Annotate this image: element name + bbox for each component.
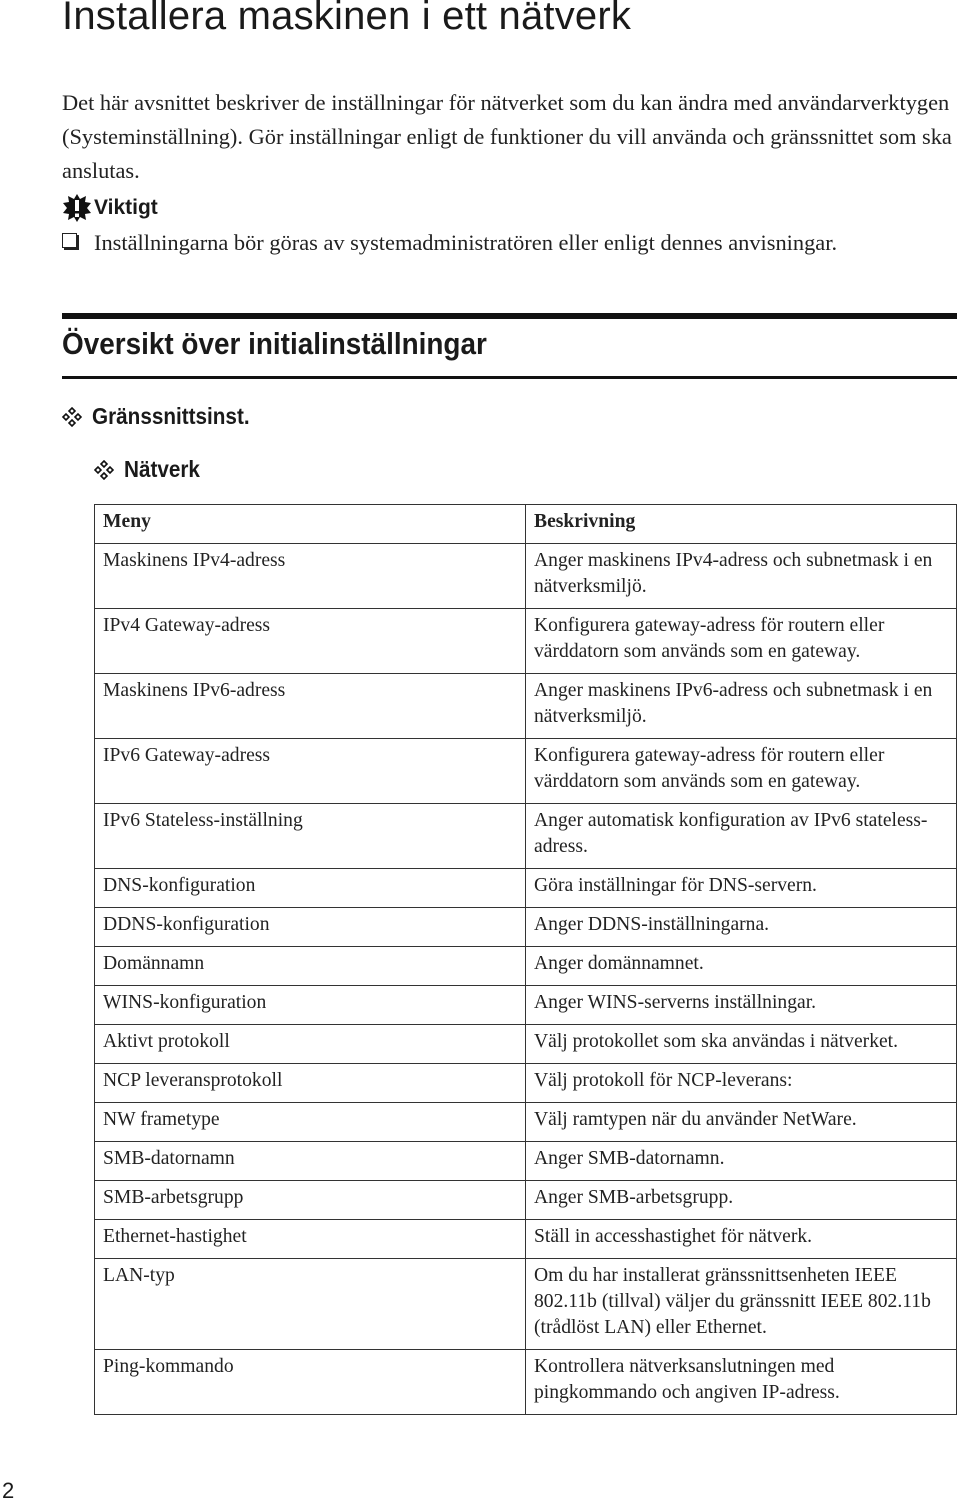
page-title: Installera maskinen i ett nätverk [62,0,632,38]
important-note-heading [62,193,158,223]
menu-cell: Domännamn [95,947,526,986]
table-row [95,1220,957,1259]
important-note-item [62,226,957,259]
description-cell: Välj ramtypen när du använder NetWare. [526,1103,957,1142]
intro-paragraph: Det här avsnittet beskriver de inställningar för nätverket som du kan ändra med användarverktygen (Systeminställning). Gör inställningar enligt de funktioner du vill använda och gränssnittet som ska anslutas. [62,90,952,183]
subheading-1-text: Gränssnittsinst. [92,403,250,429]
description-cell: Anger maskinens IPv4-adress och subnetmask i en nätverksmiljö. [526,544,957,609]
table-row [95,1025,957,1064]
table-row [95,1259,957,1350]
menu-cell: NW frametype [95,1103,526,1142]
section-title: Översikt över initialinställningar [62,326,487,361]
menu-cell: WINS-konfiguration [95,986,526,1025]
menu-cell: Ping-kommando [95,1350,526,1415]
table-header-row [95,505,957,544]
menu-cell: IPv6 Stateless-inställning [95,804,526,869]
description-cell: Anger domännamnet. [526,947,957,986]
menu-cell: IPv6 Gateway-adress [95,739,526,804]
description-cell: Anger SMB-arbetsgrupp. [526,1181,957,1220]
table-row [95,908,957,947]
menu-cell: NCP leveransprotokoll [95,1064,526,1103]
menu-cell: Maskinens IPv4-adress [95,544,526,609]
description-cell: Anger SMB-datornamn. [526,1142,957,1181]
table-row [95,1181,957,1220]
menu-cell: Ethernet-hastighet [95,1220,526,1259]
column-header-menu: Meny [95,505,526,544]
table-row [95,869,957,908]
table-row [95,739,957,804]
description-cell: Anger DDNS-inställningarna. [526,908,957,947]
description-cell: Göra inställningar för DNS-servern. [526,869,957,908]
description-cell: Välj protokoll för NCP-leverans: [526,1064,957,1103]
subheading-interface-settings [62,403,267,430]
description-cell: Konfigurera gateway-adress för routern eller värddatorn som används som en gateway. [526,609,957,674]
table-row [95,609,957,674]
table-row [95,1142,957,1181]
column-header-description: Beskrivning [526,505,957,544]
menu-cell: SMB-datornamn [95,1142,526,1181]
menu-cell: IPv4 Gateway-adress [95,609,526,674]
table-row [95,1103,957,1142]
description-cell: Anger WINS-serverns inställningar. [526,986,957,1025]
menu-cell: SMB-arbetsgrupp [95,1181,526,1220]
description-cell: Ställ in accesshastighet för nätverk. [526,1220,957,1259]
important-icon [62,193,92,223]
page-number: 2 [2,1478,15,1503]
network-settings-table [94,504,957,1415]
menu-cell: Aktivt protokoll [95,1025,526,1064]
diamond-bullet-icon [62,407,82,427]
description-cell: Kontrollera nätverksanslutningen med pingkommando och angiven IP-adress. [526,1350,957,1415]
menu-cell: Maskinens IPv6-adress [95,674,526,739]
menu-cell: DDNS-konfiguration [95,908,526,947]
description-cell: Välj protokollet som ska användas i nätverket. [526,1025,957,1064]
table-row [95,1350,957,1415]
menu-cell: DNS-konfiguration [95,869,526,908]
diamond-bullet-icon [94,460,114,480]
table-row [95,947,957,986]
table-row [95,544,957,609]
description-cell: Anger maskinens IPv6-adress och subnetmask i en nätverksmiljö. [526,674,957,739]
description-cell: Konfigurera gateway-adress för routern eller värddatorn som används som en gateway. [526,739,957,804]
table-row [95,1064,957,1103]
important-label-text: Viktigt [94,196,158,219]
description-cell: Anger automatisk konfiguration av IPv6 stateless-adress. [526,804,957,869]
description-cell: Om du har installerat gränssnittsenheten IEEE 802.11b (tillval) väljer du gränssnitt IEEE 802.11b (trådlöst LAN) eller Ethernet. [526,1259,957,1350]
subheading-network [94,456,208,483]
table-row [95,674,957,739]
section-rule-top [62,313,957,319]
table-row [95,804,957,869]
section-rule-bottom [62,376,957,379]
subheading-2-text: Nätverk [124,456,200,482]
table-row [95,986,957,1025]
checkbox-icon [62,233,77,248]
important-note-text: Inställningarna bör göras av systemadministratören eller enligt dennes anvisningar. [94,230,838,255]
menu-cell: LAN-typ [95,1259,526,1350]
